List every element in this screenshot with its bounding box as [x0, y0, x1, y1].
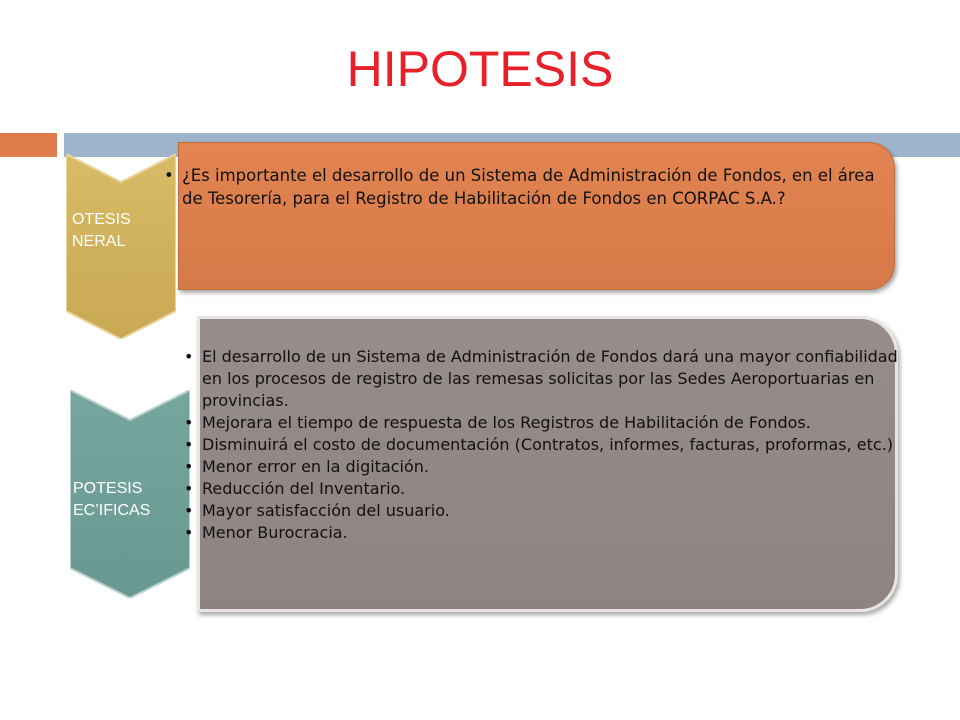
chevron-especificas-label-line2: EC’IFICAS [73, 502, 151, 519]
specific-hypotheses-list [180, 346, 920, 544]
slide-title: HIPOTESIS [346, 41, 614, 97]
chevron-general-label [72, 209, 172, 253]
list-item [180, 346, 920, 412]
chevron-general-label-line2: NERAL [72, 233, 126, 250]
bullet-icon: • [184, 523, 194, 542]
general-hypothesis-item [160, 164, 900, 210]
list-item [180, 412, 920, 434]
chevron-especificas-label [73, 478, 183, 522]
bullet-icon: • [184, 479, 194, 498]
bullet-icon: • [184, 435, 194, 454]
list-item-text: Reducción del Inventario. [202, 479, 406, 498]
bullet-icon: • [184, 457, 194, 476]
list-item-text: Disminuirá el costo de documentación (Contratos, informes, facturas, proformas, etc.) [202, 435, 894, 454]
general-hypothesis-text: ¿Es importante el desarrollo de un Sistema de Administración de Fondos, en el área de Tesorería, para el Registro de Habilitación de Fondos en CORPAC S.A.? [182, 166, 875, 208]
list-item-text: Menor error en la digitación. [202, 457, 430, 476]
list-item-text: Menor Burocracia. [202, 523, 348, 542]
general-hypothesis-list [160, 164, 900, 210]
decorative-orange-bar [0, 133, 57, 157]
chevron-general-label-line1: OTESIS [72, 211, 131, 228]
list-item-text: Mayor satisfacción del usuario. [202, 501, 450, 520]
list-item [180, 522, 920, 544]
bullet-icon: • [184, 413, 194, 432]
chevron-especificas-label-line1: POTESIS [73, 480, 143, 497]
bullet-icon: • [184, 347, 194, 366]
list-item [180, 456, 920, 478]
list-item-text: El desarrollo de un Sistema de Administración de Fondos dará una mayor confiabilidad en los procesos de registro de las remesas solicitas por las Sedes Aeroportuarias en provincias. [202, 347, 898, 410]
list-item [180, 434, 920, 456]
bullet-icon: • [164, 166, 174, 185]
list-item [180, 500, 920, 522]
bullet-icon: • [184, 501, 194, 520]
list-item [180, 478, 920, 500]
list-item-text: Mejorara el tiempo de respuesta de los Registros de Habilitación de Fondos. [202, 413, 811, 432]
